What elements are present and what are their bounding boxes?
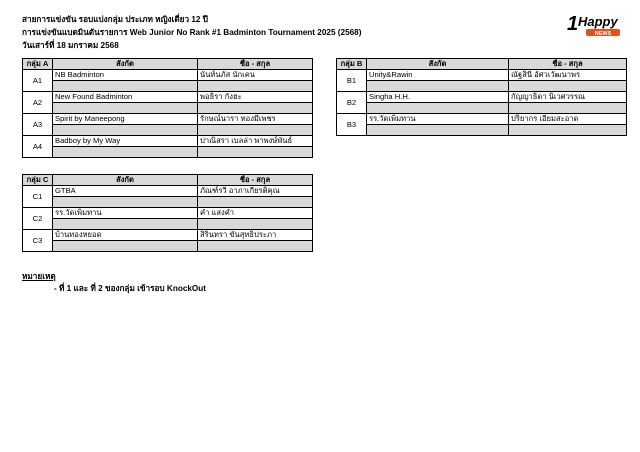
player-name-cell: ภัณฑ์รวี อาภาเกียรติคุณ — [198, 186, 313, 197]
club-cell: GTBA — [53, 186, 198, 197]
seed-code: C3 — [23, 230, 53, 252]
player-name-cell: กัญญาธิดา นิเวศวรรณ — [509, 92, 627, 103]
logo-graphic — [566, 9, 626, 39]
blank-cell — [53, 241, 198, 252]
player-name-cell: นันท์นภัส นักเคน — [198, 70, 313, 81]
seed-code: A4 — [23, 136, 53, 158]
seed-code: B1 — [337, 70, 367, 92]
blank-cell — [367, 125, 509, 136]
group-c-header: กลุ่ม C — [23, 175, 53, 186]
blank-cell — [53, 81, 198, 92]
blank-cell — [367, 103, 509, 114]
blank-cell — [509, 125, 627, 136]
logo-numeral: 1 — [567, 13, 579, 35]
blank-cell — [53, 103, 198, 114]
name-column-header: ชื่อ - สกุล — [509, 59, 627, 70]
player-name-cell: รักษณ์นารา ทองมีเพชร — [198, 114, 313, 125]
group-b-header: กลุ่ม B — [337, 59, 367, 70]
club-cell: Singha H.H. — [367, 92, 509, 103]
logo-word: Happy — [578, 14, 618, 29]
player-name-cell: สิรินทรา ขันสุทธิประภา — [198, 230, 313, 241]
blank-cell — [198, 147, 313, 158]
club-column-header: สังกัด — [53, 59, 198, 70]
document-header — [22, 13, 361, 52]
player-name-cell: ปริยากร เอี่ยมสะอาด — [509, 114, 627, 125]
happy-news-logo — [566, 9, 626, 39]
blank-cell — [509, 81, 627, 92]
blank-cell — [198, 197, 313, 208]
blank-cell — [198, 241, 313, 252]
name-column-header: ชื่อ - สกุล — [198, 175, 313, 186]
group-a-table — [22, 58, 313, 158]
header-line-2: การแข่งขันแบดมินตันรายการ Web Junior No Rank #1 Badminton Tournament 2025 (2568) — [22, 28, 362, 37]
blank-cell — [53, 147, 198, 158]
blank-cell — [198, 219, 313, 230]
blank-cell — [367, 81, 509, 92]
name-column-header: ชื่อ - สกุล — [198, 59, 313, 70]
club-cell: Unity&Rawin — [367, 70, 509, 81]
header-line-3: วันเสาร์ที่ 18 มกราคม 2568 — [22, 41, 119, 50]
seed-code: B2 — [337, 92, 367, 114]
seed-code: C1 — [23, 186, 53, 208]
club-cell: New Found Badminton — [53, 92, 198, 103]
logo-small-text: NEWS — [594, 31, 612, 37]
seed-code: B3 — [337, 114, 367, 136]
group-b-table — [336, 58, 627, 136]
blank-cell — [198, 81, 313, 92]
club-cell: Spirit by Maneepong — [53, 114, 198, 125]
note-text: - ที่ 1 และ ที่ 2 ของกลุ่ม เข้ารอบ KnockOut — [54, 284, 207, 293]
club-cell: Badboy by My Way — [53, 136, 198, 147]
club-cell: บ้านทองหยอด — [53, 230, 198, 241]
club-column-header: สังกัด — [367, 59, 509, 70]
seed-code: C2 — [23, 208, 53, 230]
player-name-cell: คำ แสงคำ — [198, 208, 313, 219]
blank-cell — [53, 197, 198, 208]
blank-cell — [198, 125, 313, 136]
seed-code: A2 — [23, 92, 53, 114]
group-a-header: กลุ่ม A — [23, 59, 53, 70]
blank-cell — [53, 219, 198, 230]
header-line-1: สายการแข่งขัน รอบแบ่งกลุ่ม ประเภท หญิงเดี่ยว 12 ปี — [22, 15, 208, 24]
player-name-cell: ณัฐสินี อัศวเวัฒนาพร — [509, 70, 627, 81]
club-cell: รร.วัดเพิ่มทาน — [53, 208, 198, 219]
blank-cell — [509, 103, 627, 114]
player-name-cell: พอธิรา กังฮะ — [198, 92, 313, 103]
group-c-table — [22, 174, 313, 252]
player-name-cell: ปาณิสรา เบลล่า พาพงษ์พันธ์ — [198, 136, 313, 147]
seed-code: A1 — [23, 70, 53, 92]
club-column-header: สังกัด — [53, 175, 198, 186]
club-cell: รร.วัดเพิ่มทาน — [367, 114, 509, 125]
blank-cell — [53, 125, 198, 136]
club-cell: NB Badminton — [53, 70, 198, 81]
blank-cell — [198, 103, 313, 114]
seed-code: A3 — [23, 114, 53, 136]
note-title: หมายเหตุ — [22, 272, 56, 281]
